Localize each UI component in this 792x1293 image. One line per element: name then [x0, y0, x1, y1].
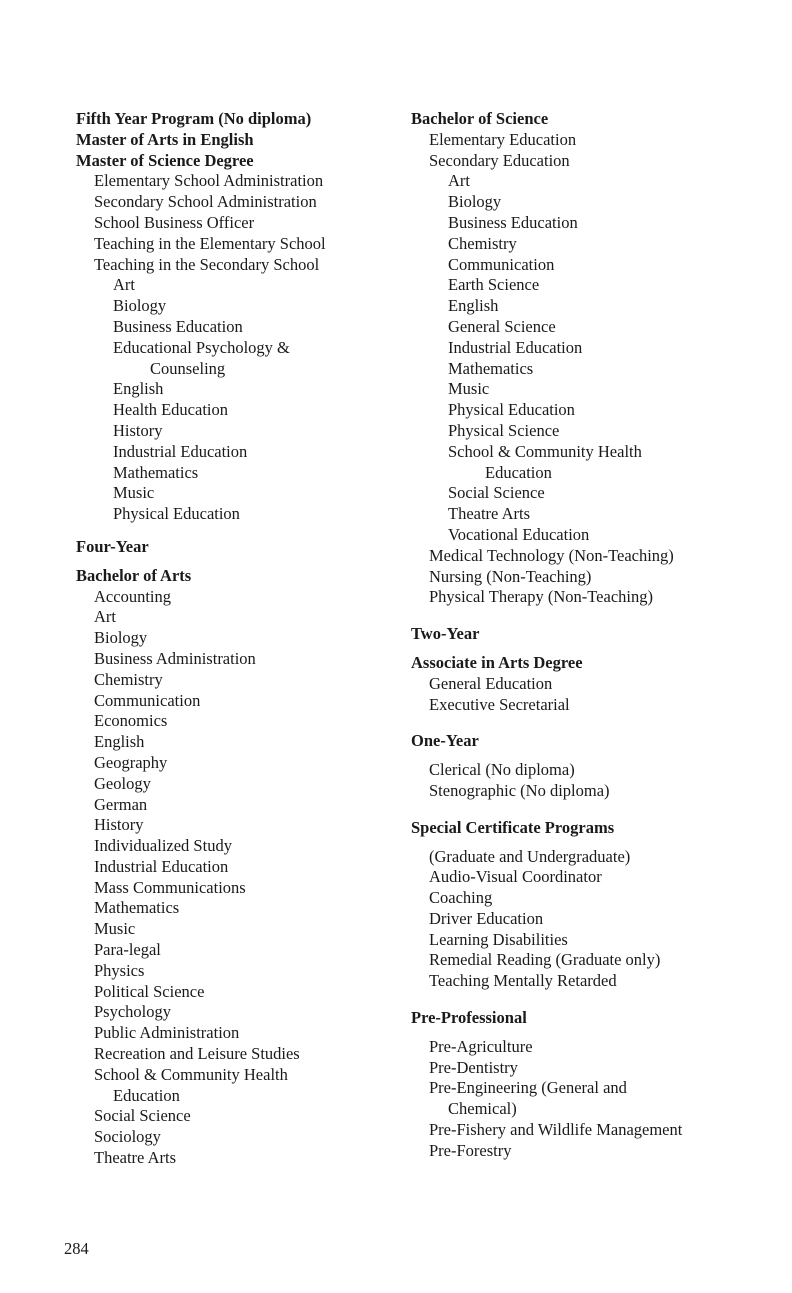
two-year-heading: Two-Year [411, 624, 480, 644]
list-item: Industrial Education [113, 441, 248, 461]
list-item: Teaching in the Elementary School [94, 233, 326, 253]
list-item: Accounting [94, 586, 171, 606]
associate-degree-heading: Associate in Arts Degree [411, 652, 583, 672]
left-column [76, 109, 406, 1169]
list-item: Communication [94, 690, 201, 710]
list-item: Learning Disabilities [429, 929, 568, 949]
list-item: German [94, 794, 148, 814]
list-item: History [113, 420, 163, 440]
bachelor-of-science-list [411, 109, 771, 608]
list-item: Social Science [94, 1106, 191, 1126]
list-item: Executive Secretarial [429, 694, 570, 714]
pre-professional-heading: Pre-Professional [411, 1008, 527, 1028]
list-item: Recreation and Leisure Studies [94, 1044, 300, 1064]
list-item: Chemistry [448, 233, 517, 253]
list-item: Stenographic (No diploma) [429, 780, 610, 800]
list-item: (Graduate and Undergraduate) [429, 846, 631, 866]
associate-degree-list [411, 674, 771, 716]
list-item: Counseling [150, 358, 226, 378]
section-heading: Bachelor of Science [411, 109, 549, 128]
list-item: English [113, 379, 164, 399]
list-item: Political Science [94, 981, 205, 1001]
list-item: Public Administration [94, 1023, 240, 1043]
bachelor-of-arts-list [76, 587, 406, 1169]
list-item: Mathematics [94, 898, 180, 918]
list-item: Biology [448, 192, 502, 212]
list-item: Elementary School Administration [94, 171, 324, 191]
list-item: Teaching Mentally Retarded [429, 971, 617, 991]
right-column [411, 109, 771, 1162]
list-item: Nursing (Non-Teaching) [429, 566, 592, 586]
list-item: Vocational Education [448, 524, 590, 544]
special-certificate-heading: Special Certificate Programs [411, 817, 615, 837]
list-item: Industrial Education [94, 856, 229, 876]
section-heading: Master of Arts in English [76, 129, 254, 149]
list-item: History [94, 815, 144, 835]
list-item: Earth Science [448, 275, 540, 295]
list-item: Educational Psychology & [113, 337, 290, 357]
list-item: Theatre Arts [448, 504, 531, 524]
pre-professional-list [411, 1037, 771, 1162]
list-item: Elementary Education [429, 129, 577, 149]
four-year-heading: Four-Year [76, 536, 149, 556]
list-item: Teaching in the Secondary School [94, 254, 320, 274]
list-item: Pre-Fishery and Wildlife Management [429, 1120, 683, 1140]
page-number: 284 [64, 1239, 89, 1258]
list-item: Mathematics [448, 358, 534, 378]
list-item: Mathematics [113, 462, 199, 482]
list-item: General Education [429, 673, 553, 693]
list-item: Music [113, 483, 155, 503]
list-item: Education [485, 462, 552, 482]
list-item: Business Education [448, 212, 578, 232]
list-item: School & Community Health [448, 441, 642, 461]
list-item: Medical Technology (Non-Teaching) [429, 545, 674, 565]
list-item: Music [448, 379, 490, 399]
list-item: Driver Education [429, 908, 544, 928]
list-item: Pre-Engineering (General and [429, 1078, 627, 1098]
list-item: Para-legal [94, 940, 161, 960]
list-item: Mass Communications [94, 877, 246, 897]
list-item: School & Community Health [94, 1064, 288, 1084]
list-item: General Science [448, 316, 556, 336]
list-item: Geography [94, 752, 168, 772]
list-item: Economics [94, 711, 168, 731]
list-item: Secondary School Administration [94, 192, 317, 212]
list-item: Geology [94, 773, 151, 793]
list-item: Music [94, 919, 136, 939]
list-item: Audio-Visual Coordinator [429, 867, 602, 887]
list-item: Theatre Arts [94, 1148, 177, 1168]
section-heading: Master of Science Degree [76, 150, 254, 170]
list-item: English [448, 296, 499, 316]
list-item: School Business Officer [94, 212, 255, 232]
list-item: Biology [94, 628, 148, 648]
list-item: Art [448, 171, 470, 191]
list-item: Chemical) [448, 1099, 517, 1119]
list-item: Industrial Education [448, 337, 583, 357]
list-item: Health Education [113, 400, 229, 420]
list-item: Art [94, 607, 116, 627]
list-item: Art [113, 275, 135, 295]
list-item: Education [113, 1085, 180, 1105]
list-item: Pre-Agriculture [429, 1036, 533, 1056]
list-item: Secondary Education [429, 150, 570, 170]
list-item: Pre-Dentistry [429, 1057, 518, 1077]
list-item: Physical Therapy (Non-Teaching) [429, 587, 653, 607]
list-item: Business Education [113, 316, 243, 336]
graduate-programs-list [76, 109, 406, 525]
list-item: Biology [113, 296, 167, 316]
one-year-list [411, 760, 771, 802]
list-item: Individualized Study [94, 836, 232, 856]
one-year-heading: One-Year [411, 731, 479, 751]
list-item: English [94, 732, 145, 752]
section-heading: Fifth Year Program (No diploma) [76, 109, 312, 128]
list-item: Coaching [429, 888, 493, 908]
list-item: Business Administration [94, 648, 256, 668]
list-item: Physical Science [448, 420, 560, 440]
list-item: Psychology [94, 1002, 172, 1022]
list-item: Chemistry [94, 669, 163, 689]
list-item: Remedial Reading (Graduate only) [429, 950, 661, 970]
list-item: Physical Education [113, 504, 240, 524]
list-item: Pre-Forestry [429, 1140, 512, 1160]
list-item: Communication [448, 254, 555, 274]
special-certificate-list [411, 847, 771, 993]
bachelor-of-arts-heading: Bachelor of Arts [76, 565, 192, 585]
list-item: Physics [94, 960, 145, 980]
list-item: Sociology [94, 1127, 161, 1147]
list-item: Clerical (No diploma) [429, 760, 575, 780]
list-item: Social Science [448, 483, 545, 503]
list-item: Physical Education [448, 400, 575, 420]
